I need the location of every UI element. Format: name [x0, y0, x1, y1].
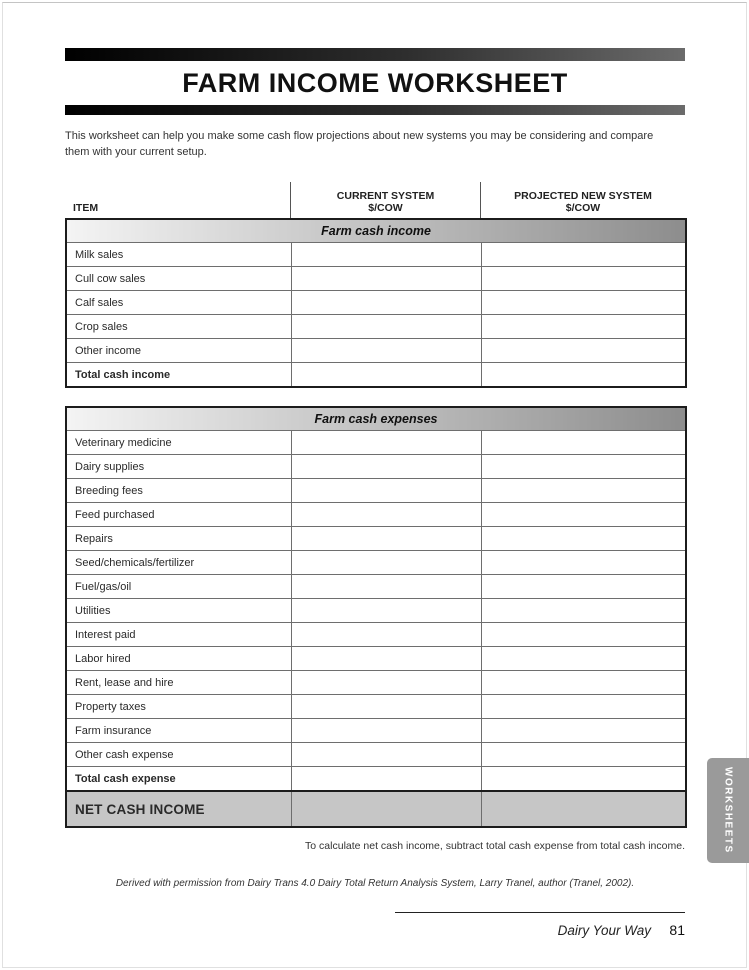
value-cell-current — [291, 671, 481, 695]
value-cell-current — [291, 339, 481, 363]
value-cell-current — [291, 315, 481, 339]
row-label: Interest paid — [66, 623, 291, 647]
value-cell-current — [291, 551, 481, 575]
value-cell-projected — [481, 479, 686, 503]
table-row — [66, 527, 686, 551]
intro-paragraph: This worksheet can help you make some cash flow projections about new systems you may be considering and compare them with your current setup. — [65, 130, 654, 158]
row-label: Crop sales — [66, 315, 291, 339]
value-cell-projected — [481, 339, 686, 363]
value-cell-projected — [481, 527, 686, 551]
value-cell-current — [291, 291, 481, 315]
value-cell-projected — [481, 267, 686, 291]
calculation-note: To calculate net cash income, subtract total cash expense from total cash income. — [305, 840, 685, 852]
row-label: Feed purchased — [66, 503, 291, 527]
table-row — [66, 743, 686, 767]
value-cell-current — [291, 527, 481, 551]
value-cell-projected — [481, 243, 686, 267]
value-cell-projected — [481, 719, 686, 743]
row-label: Total cash income — [66, 363, 291, 388]
table-row — [66, 455, 686, 479]
value-cell-projected — [481, 671, 686, 695]
value-cell-projected — [481, 455, 686, 479]
net-cash-income-row — [66, 791, 686, 827]
table-row — [66, 503, 686, 527]
column-header-item — [65, 182, 290, 218]
title-rule-top — [65, 48, 685, 61]
row-label: Total cash expense — [66, 767, 291, 792]
table-row — [66, 315, 686, 339]
row-label: Property taxes — [66, 695, 291, 719]
section-banner-label: Farm cash expenses — [66, 407, 686, 431]
value-cell-current — [291, 719, 481, 743]
value-cell-current — [291, 503, 481, 527]
table-row — [66, 671, 686, 695]
page-footer — [395, 912, 685, 940]
row-label: Calf sales — [66, 291, 291, 315]
income-table — [65, 218, 687, 388]
table-row — [66, 575, 686, 599]
table-column-headers — [65, 182, 685, 218]
value-cell-projected — [481, 575, 686, 599]
value-cell-projected — [481, 599, 686, 623]
value-cell-projected — [481, 363, 686, 388]
row-label: Veterinary medicine — [66, 431, 291, 455]
table-row — [66, 551, 686, 575]
column-header-current-sublabel: $/COW — [368, 202, 403, 214]
row-label: Rent, lease and hire — [66, 671, 291, 695]
value-cell-current — [291, 647, 481, 671]
row-label: Dairy supplies — [66, 455, 291, 479]
column-header-current-system — [290, 182, 480, 218]
table-row — [66, 291, 686, 315]
table-row — [66, 599, 686, 623]
value-cell-projected — [481, 291, 686, 315]
value-cell-projected — [481, 743, 686, 767]
column-header-item-label: ITEM — [73, 202, 99, 214]
table-row — [66, 719, 686, 743]
book-title: Dairy Your Way — [557, 923, 651, 938]
section-banner-income — [66, 219, 686, 243]
row-label: Repairs — [66, 527, 291, 551]
value-cell-current — [291, 743, 481, 767]
title-rule-bottom — [65, 105, 685, 115]
value-cell-current — [291, 267, 481, 291]
value-cell-current — [291, 479, 481, 503]
value-cell-projected — [481, 431, 686, 455]
table-row — [66, 243, 686, 267]
value-cell-projected — [481, 503, 686, 527]
value-cell-current — [291, 243, 481, 267]
table-row — [66, 339, 686, 363]
row-label: Cull cow sales — [66, 267, 291, 291]
total-row — [66, 363, 686, 388]
row-label: Other cash expense — [66, 743, 291, 767]
expenses-table — [65, 406, 687, 828]
column-header-projected-system — [480, 182, 685, 218]
row-label: Milk sales — [66, 243, 291, 267]
row-label: Farm insurance — [66, 719, 291, 743]
side-tab-label: WORKSHEETS — [722, 767, 734, 854]
value-cell-projected — [481, 551, 686, 575]
row-label: Seed/chemicals/fertilizer — [66, 551, 291, 575]
worksheet-page — [65, 0, 685, 889]
row-label: Fuel/gas/oil — [66, 575, 291, 599]
value-cell-current — [291, 575, 481, 599]
row-label: NET CASH INCOME — [66, 791, 291, 827]
table-row — [66, 267, 686, 291]
attribution-note: Derived with permission from Dairy Trans 4.0 Dairy Total Return Analysis System, Larry Tranel, author (Tranel, 2002). — [115, 878, 635, 889]
page-title: FARM INCOME WORKSHEET — [182, 68, 568, 98]
value-cell-current — [291, 767, 481, 792]
value-cell-current — [291, 791, 481, 827]
value-cell-current — [291, 623, 481, 647]
value-cell-current — [291, 363, 481, 388]
value-cell-projected — [481, 767, 686, 792]
table-row — [66, 695, 686, 719]
value-cell-current — [291, 695, 481, 719]
column-header-projected-sublabel: $/COW — [565, 202, 601, 214]
value-cell-projected — [481, 791, 686, 827]
value-cell-current — [291, 599, 481, 623]
row-label: Breeding fees — [66, 479, 291, 503]
value-cell-current — [291, 455, 481, 479]
row-label: Labor hired — [66, 647, 291, 671]
value-cell-current — [291, 431, 481, 455]
table-row — [66, 623, 686, 647]
worksheets-side-tab — [707, 758, 749, 863]
table-row — [66, 647, 686, 671]
table-row — [66, 479, 686, 503]
value-cell-projected — [481, 623, 686, 647]
table-row — [66, 431, 686, 455]
section-banner-label: Farm cash income — [66, 219, 686, 243]
row-label: Other income — [66, 339, 291, 363]
value-cell-projected — [481, 695, 686, 719]
value-cell-projected — [481, 647, 686, 671]
column-header-projected-label: PROJECTED NEW SYSTEM — [514, 190, 652, 202]
section-banner-expenses — [66, 407, 686, 431]
page-number: 81 — [669, 922, 685, 938]
column-header-current-label: CURRENT SYSTEM — [336, 190, 435, 202]
value-cell-projected — [481, 315, 686, 339]
row-label: Utilities — [66, 599, 291, 623]
total-row — [66, 767, 686, 792]
